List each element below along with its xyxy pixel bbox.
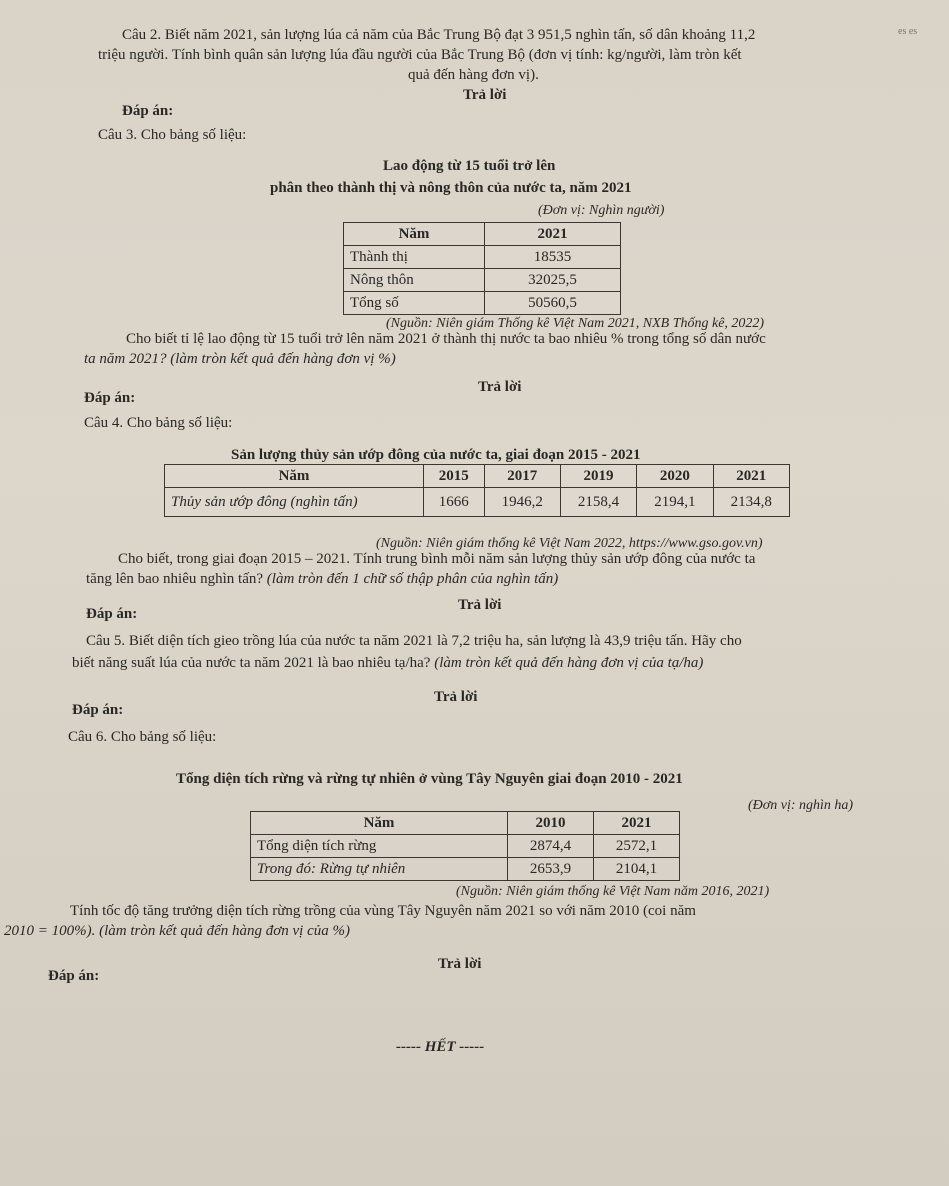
table-cell: 2194,1	[637, 488, 713, 517]
q5-line2-normal: biết năng suất lúa của nước ta năm 2021 là bao nhiêu tạ/ha?	[72, 655, 435, 671]
table-row	[344, 246, 621, 269]
q6-title: Tổng diện tích rừng và rừng tự nhiên ở vùng Tây Nguyên giai đoạn 2010 - 2021	[176, 771, 683, 787]
q3-unit: (Đơn vị: Nghìn người)	[538, 203, 665, 218]
q4-title: Sản lượng thủy sản ướp đông của nước ta, giai đoạn 2015 - 2021	[231, 447, 641, 463]
q6-text1: Tính tốc độ tăng trưởng diện tích rừng trồng của vùng Tây Nguyên năm 2021 so với năm 2010 (coi năm	[70, 903, 696, 919]
q2-answer-label: Đáp án:	[122, 103, 174, 119]
table-header-row	[251, 812, 680, 835]
table-cell: Tổng diện tích rừng	[251, 835, 508, 858]
q4-answer-label: Đáp án:	[86, 606, 138, 622]
table-cell: 1946,2	[484, 488, 560, 517]
table-header-cell: Năm	[165, 465, 424, 488]
table-row	[344, 269, 621, 292]
q6-answer-label: Đáp án:	[48, 968, 100, 984]
q3-text2: ta năm 2021? (làm tròn kết quả đến hàng đơn vị %)	[84, 351, 396, 367]
table-row	[165, 488, 790, 517]
table-cell: 2104,1	[594, 858, 680, 881]
q6-text2-italic: (làm tròn kết quả đến hàng đơn vị của %)	[99, 923, 350, 939]
table-header-row	[165, 465, 790, 488]
end-marker: ----- HẾT -----	[396, 1039, 485, 1055]
table-cell: 18535	[485, 246, 621, 269]
q4-source: (Nguồn: Niên giám thống kê Việt Nam 2022, https://www.gso.gov.vn)	[376, 536, 763, 551]
q6-text2-normal: 2010 = 100%).	[4, 923, 100, 939]
q4-text2-italic: (làm tròn đến 1 chữ số thập phân của nghìn tấn)	[266, 571, 559, 587]
table-header-cell: 2017	[484, 465, 560, 488]
q5-line1: Câu 5. Biết diện tích gieo trồng lúa của nước ta năm 2021 là 7,2 triệu ha, sản lượng là 43,9 triệu tấn. Hãy cho	[86, 633, 742, 649]
q6-table	[250, 811, 680, 881]
q4-intro: Câu 4. Cho bảng số liệu:	[84, 415, 233, 431]
table-header-cell: 2020	[637, 465, 713, 488]
table-cell: 2158,4	[560, 488, 636, 517]
table-cell: 1666	[424, 488, 485, 517]
q2-line3: quả đến hàng đơn vị).	[408, 67, 539, 83]
table-header-cell: Năm	[251, 812, 508, 835]
q5-line2-italic: (làm tròn kết quả đến hàng đơn vị của tạ/ha)	[434, 655, 704, 671]
q4-text2-normal: tăng lên bao nhiêu nghìn tấn?	[86, 571, 267, 587]
table-header-cell: 2021	[594, 812, 680, 835]
table-cell: 2653,9	[508, 858, 594, 881]
q6-unit: (Đơn vị: nghìn ha)	[748, 798, 854, 813]
table-header-cell: 2019	[560, 465, 636, 488]
q3-intro: Câu 3. Cho bảng số liệu:	[98, 127, 247, 143]
q3-title1: Lao động từ 15 tuổi trở lên	[383, 158, 556, 174]
q6-source: (Nguồn: Niên giám thống kê Việt Nam năm 2016, 2021)	[456, 884, 770, 899]
table-cell: Thủy sản ướp đông (nghìn tấn)	[165, 488, 424, 517]
q2-line2: triệu người. Tính bình quân sản lượng lúa đầu người của Bắc Trung Bộ (đơn vị tính: kg/người, làm tròn kết	[98, 47, 742, 63]
table-header-cell: 2010	[508, 812, 594, 835]
q3-answer-label: Đáp án:	[84, 390, 136, 406]
q6-answer-heading: Trả lời	[438, 956, 482, 972]
table-row	[251, 835, 680, 858]
q4-answer-heading: Trả lời	[458, 597, 502, 613]
q3-source: (Nguồn: Niên giám Thống kê Việt Nam 2021, NXB Thống kê, 2022)	[386, 316, 765, 331]
q3-text1: Cho biết tỉ lệ lao động từ 15 tuổi trở lên năm 2021 ở thành thị nước ta bao nhiêu % trong tổng số dân nước	[126, 331, 766, 347]
q4-text1: Cho biết, trong giai đoạn 2015 – 2021. Tính trung bình mỗi năm sản lượng thủy sản ướp đông của nước ta	[118, 551, 756, 567]
q2-answer-heading: Trả lời	[463, 87, 507, 103]
table-cell: 2572,1	[594, 835, 680, 858]
q3-table	[343, 222, 621, 315]
table-header-row	[344, 223, 621, 246]
q3-answer-heading: Trả lời	[478, 379, 522, 395]
table-row	[344, 292, 621, 315]
q4-text2	[86, 570, 558, 589]
table-cell: 32025,5	[485, 269, 621, 292]
table-cell: 50560,5	[485, 292, 621, 315]
q3-title2: phân theo thành thị và nông thôn của nước ta, năm 2021	[270, 180, 632, 196]
table-cell: 2874,4	[508, 835, 594, 858]
table-header-cell: 2021	[485, 223, 621, 246]
table-cell: Nông thôn	[344, 269, 485, 292]
table-cell: Tổng số	[344, 292, 485, 315]
q5-answer-label: Đáp án:	[72, 702, 124, 718]
q6-text2	[4, 922, 350, 941]
table-header-cell: 2021	[713, 465, 789, 488]
table-cell: Thành thị	[344, 246, 485, 269]
table-cell: 2134,8	[713, 488, 789, 517]
table-row	[251, 858, 680, 881]
q2-line1: Câu 2. Biết năm 2021, sản lượng lúa cả năm của Bắc Trung Bộ đạt 3 951,5 nghìn tấn, số dân khoảng 11,2	[122, 27, 756, 43]
q4-table	[164, 464, 790, 517]
table-header-cell: 2015	[424, 465, 485, 488]
table-header-cell: Năm	[344, 223, 485, 246]
q6-intro: Câu 6. Cho bảng số liệu:	[68, 729, 217, 745]
corner-mark: es es	[898, 26, 918, 37]
q5-answer-heading: Trả lời	[434, 689, 478, 705]
q5-line2	[72, 654, 703, 673]
table-cell: Trong đó: Rừng tự nhiên	[251, 858, 508, 881]
